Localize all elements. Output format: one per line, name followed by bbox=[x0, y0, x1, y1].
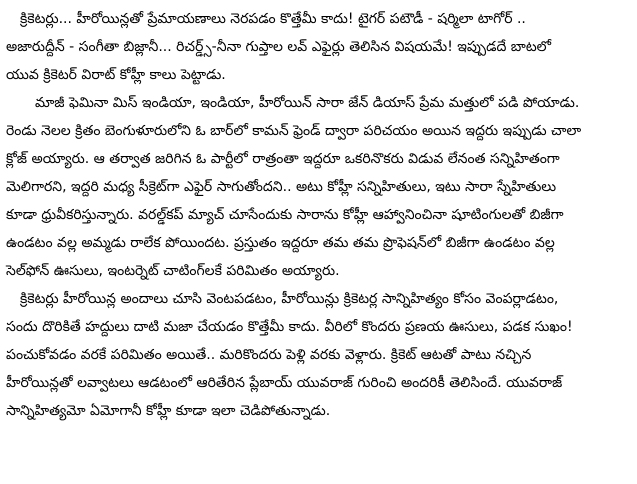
article-line-10: సెల్‌ఫోన్ ఊసులు, ఇంటర్నెట్ చాటింగ్‌లకే పరిమితం అయ్యారు. bbox=[6, 263, 340, 279]
article-line-2: అజారుద్దీన్ - సంగీతా బిజ్లానీ... రిచర్డ్స్-నీనా గుప్తాల లవ్ ఎఫైర్లు తెలిసిన విషయమే! ఇప్పుడదే బాటలో bbox=[6, 39, 552, 55]
article-line-7: మెలిగారని, ఇద్దరి మధ్య సీక్రెట్‌గా ఎఫైర్ సాగుతోందని.. అటు కోహ్లీ సన్నిహితులు, ఇటు సారా స్నేహితులు bbox=[6, 179, 557, 195]
article-line-3: యువ క్రికెటర్ విరాట్ కోహ్లీ కాలు పెట్టాడు. bbox=[6, 67, 226, 83]
article-line-9: ఉండటం వల్ల అమ్మడు రాలేక పోయిందట. ప్రస్తుతం ఇద్దరూ తమ తమ ప్రొఫెషన్‌లో బిజీగా ఉండటం వల్ల bbox=[6, 235, 555, 251]
article-line-15: సాన్నిహిత్యమో ఏమోగానీ కోహ్లీ కూడా ఇలా చెడిపోతున్నాడు. bbox=[6, 403, 331, 419]
article-line-14: హీరోయిన్లతో లవ్వాటలు ఆడటంలో ఆరితేరిన ప్లేబాయ్ యువరాజ్ గురించి అందరికీ తెలిసిందే. యువరాజ్ bbox=[6, 375, 563, 391]
article-line-11: క్రికెటర్లు హీరోయిన్ల అందాలు చూసి వెంటపడటం, హీరోయిన్లు క్రికెటర్ల సాన్నిహిత్యం కోసం వెంపర్లాడటం, bbox=[20, 291, 559, 307]
article-line-12: సందు దొరికితే హద్దులు దాటి మజా చేయడం కొత్తేమీ కాదు. వీరిలో కొందరు ప్రణయ ఊసులు, పడక సుఖం! bbox=[6, 319, 573, 335]
article-line-4: మాజీ ఫెమినా మిస్ ఇండియా, ఇండియా, హీరోయిన్ సారా జేన్ డియాస్ ప్రేమ మత్తులో పడి పోయాడు. bbox=[35, 95, 580, 111]
article-line-6: క్లోజ్ అయ్యారు. ఆ తర్వాత జరిగిన ఓ పార్టీలో రాత్రంతా ఇద్దరూ ఒకరినొకరు విడువ లేనంత సన్నిహితంగా bbox=[6, 151, 560, 167]
article-line-8: కూడా ధ్రువీకరిస్తున్నారు. వరల్డ్‌కప్ మ్యాచ్ చూసేందుకు సారాను కోహ్లీ ఆహ్వానించినా షూటింగులతో బిజీగా bbox=[6, 207, 564, 223]
article-line-5: రెండు నెలల క్రితం బెంగుళూరులోని ఓ బార్‌లో కామన్ ఫ్రెండ్ ద్వారా పరిచయం అయిన ఇద్దరు ఇప్పుడు చాలా bbox=[6, 123, 582, 139]
article-line-13: పంచుకోవడం వరకే పరిమితం అయితే.. మరికొందరు పెళ్లి వరకు వెళ్లారు. క్రికెట్ ఆటతో పాటు నచ్చిన bbox=[6, 347, 532, 363]
article-line-1: క్రికెటర్లు... హీరోయిన్లతో ప్రేమాయణాలు నెరపడం కొత్తేమీ కాదు! టైగర్ పటౌడీ - షర్మిలా టాగోర్ .. bbox=[20, 11, 526, 27]
